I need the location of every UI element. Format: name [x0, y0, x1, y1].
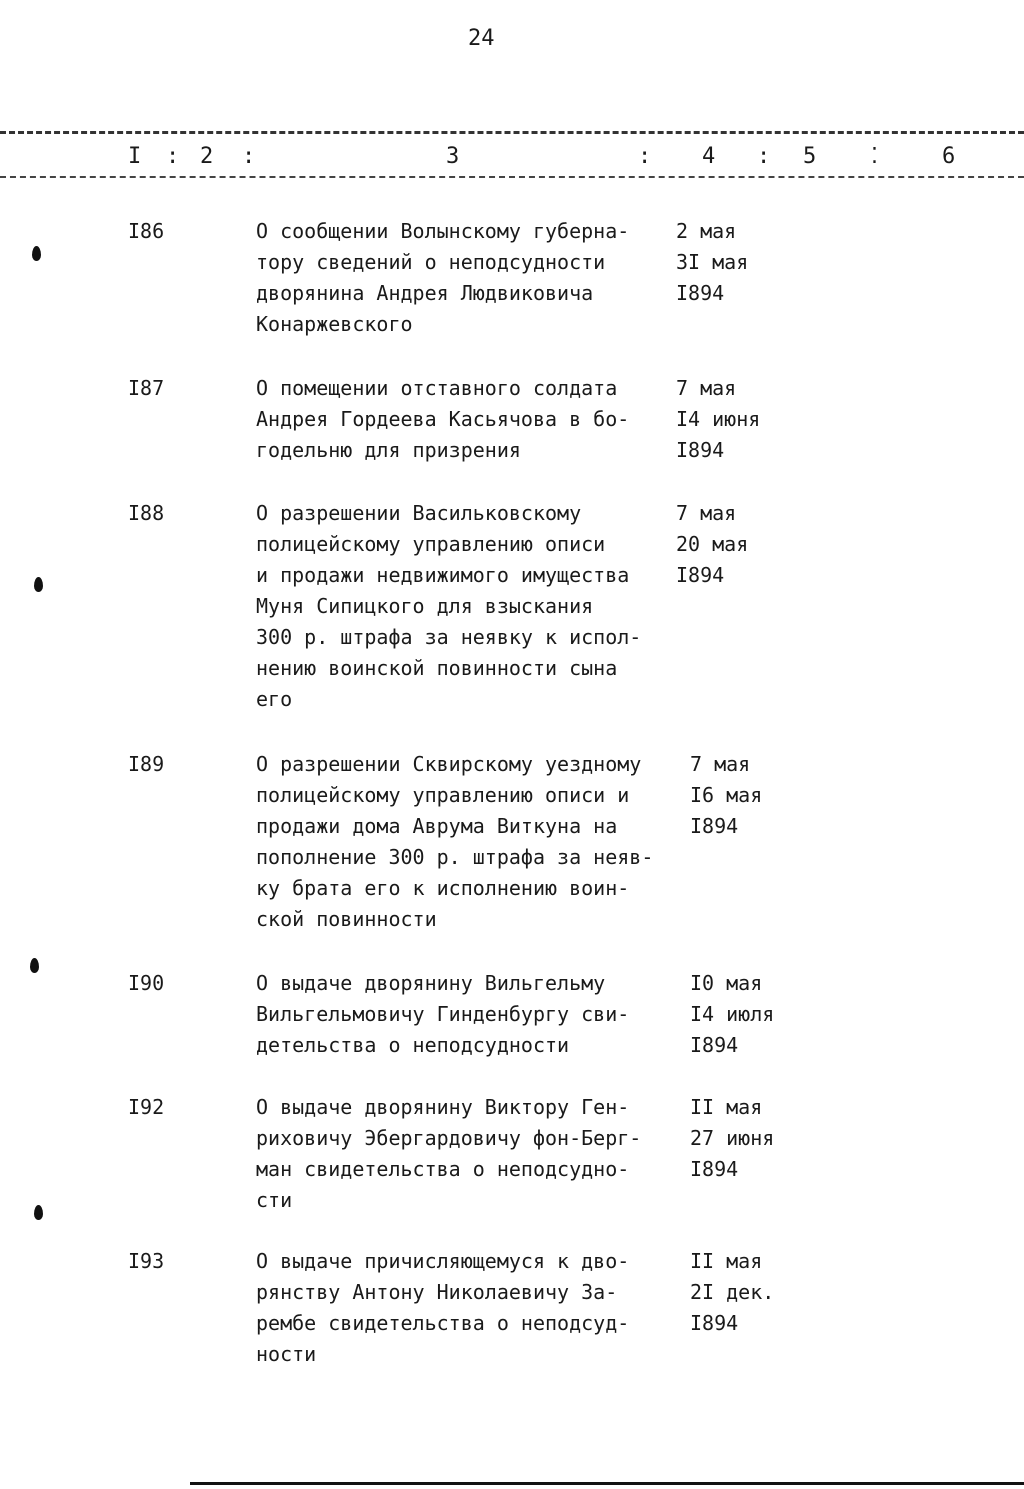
- binding-hole-mark: [30, 958, 39, 973]
- date-year: I894: [676, 281, 725, 305]
- header-top-rule: [0, 131, 1024, 134]
- col-header-4: 4: [702, 144, 716, 169]
- entry-number: I89: [128, 752, 165, 776]
- date-end: I4 июня: [676, 407, 761, 431]
- entry-dates: [690, 968, 774, 1061]
- description-line: нению воинской повинности сына: [256, 656, 618, 680]
- description-line: рембе свидетельства о неподсуд-: [256, 1311, 630, 1335]
- description-line: полицейскому управлению описи: [256, 532, 606, 556]
- description-line: О выдаче дворянину Вильгельму: [256, 971, 606, 995]
- date-end: I6 мая: [690, 783, 763, 807]
- description-line: риховичу Эбергардовичу фон-Берг-: [256, 1126, 642, 1150]
- description-line: О помещении отставного солдата: [256, 376, 618, 400]
- date-start: 7 мая: [676, 501, 737, 525]
- date-start: II мая: [690, 1095, 763, 1119]
- entry-description: [256, 968, 676, 1061]
- date-year: I894: [690, 1157, 739, 1181]
- entry-dates: [676, 373, 760, 466]
- date-year: I894: [676, 438, 725, 462]
- description-line: ской повинности: [256, 907, 437, 931]
- entry-number: I90: [128, 971, 165, 995]
- date-year: I894: [676, 563, 725, 587]
- date-end: 27 июня: [690, 1126, 775, 1150]
- col-header-sep: :: [757, 144, 771, 169]
- description-line: Андрея Гордеева Касьячова в бо-: [256, 407, 630, 431]
- date-end: 3I мая: [676, 250, 749, 274]
- description-line: Конаржевского: [256, 312, 413, 336]
- col-header-sep: :: [242, 144, 256, 169]
- date-end: I4 июля: [690, 1002, 775, 1026]
- description-line: О сообщении Волынскому губерна-: [256, 219, 630, 243]
- col-header-sep: :: [166, 144, 180, 169]
- entry-description: [256, 749, 676, 935]
- entry-description: [256, 1092, 676, 1216]
- col-header-sep: :: [638, 144, 652, 169]
- date-start: 2 мая: [676, 219, 737, 243]
- description-line: детельства о неподсудности: [256, 1033, 570, 1057]
- binding-hole-mark: [34, 577, 43, 592]
- description-line: полицейскому управлению описи и: [256, 783, 630, 807]
- entry-description: [256, 373, 676, 466]
- col-header-2: 2: [200, 144, 214, 169]
- date-end: 2I дек.: [690, 1280, 775, 1304]
- col-header-5: 5: [803, 144, 817, 169]
- entry-dates: [676, 216, 748, 309]
- col-header-sep: ⁚: [871, 144, 878, 169]
- binding-hole-mark: [32, 246, 41, 261]
- entry-number: I93: [128, 1249, 165, 1273]
- entry-dates: [676, 498, 748, 591]
- date-end: 20 мая: [676, 532, 749, 556]
- date-year: I894: [690, 814, 739, 838]
- entry-description: [256, 498, 676, 715]
- entry-description: [256, 1246, 676, 1370]
- description-line: О выдаче причисляющемуся к дво-: [256, 1249, 630, 1273]
- date-year: I894: [690, 1311, 739, 1335]
- date-start: 7 мая: [690, 752, 751, 776]
- description-line: ку брата его к исполнению воин-: [256, 876, 630, 900]
- date-start: 7 мая: [676, 376, 737, 400]
- description-line: рянству Антону Николаевичу За-: [256, 1280, 618, 1304]
- description-line: О разрешении Сквирскому уездному: [256, 752, 642, 776]
- entry-number: I86: [128, 219, 165, 243]
- description-line: ман свидетельства о неподсудно-: [256, 1157, 630, 1181]
- col-header-1: I: [128, 144, 142, 169]
- entry-number: I88: [128, 501, 165, 525]
- entry-number: I87: [128, 376, 165, 400]
- description-line: О выдаче дворянину Виктору Ген-: [256, 1095, 630, 1119]
- description-line: Вильгельмовичу Гинденбургу сви-: [256, 1002, 630, 1026]
- entry-dates: [690, 1092, 774, 1185]
- description-line: продажи дома Аврума Виткуна на: [256, 814, 618, 838]
- description-line: его: [256, 687, 293, 711]
- entry-description: [256, 216, 676, 340]
- description-line: Муня Сипицкого для взыскания: [256, 594, 594, 618]
- entry-dates: [690, 1246, 774, 1339]
- description-line: тору сведений о неподсудности: [256, 250, 606, 274]
- entry-dates: [690, 749, 762, 842]
- bottom-edge-rule: [190, 1482, 1024, 1485]
- col-header-6: 6: [942, 144, 956, 169]
- description-line: дворянина Андрея Людвиковича: [256, 281, 594, 305]
- col-header-3: 3: [446, 144, 460, 169]
- description-line: пополнение 300 р. штрафа за неяв-: [256, 845, 654, 869]
- binding-hole-mark: [34, 1205, 43, 1220]
- description-line: годельню для призрения: [256, 438, 521, 462]
- header-bottom-rule: [0, 176, 1024, 178]
- description-line: О разрешении Васильковскому: [256, 501, 582, 525]
- date-start: II мая: [690, 1249, 763, 1273]
- page-number: 24: [468, 26, 495, 51]
- description-line: сти: [256, 1188, 293, 1212]
- description-line: 300 р. штрафа за неявку к испол-: [256, 625, 642, 649]
- date-year: I894: [690, 1033, 739, 1057]
- description-line: и продажи недвижимого имущества: [256, 563, 630, 587]
- description-line: ности: [256, 1342, 317, 1366]
- entry-number: I92: [128, 1095, 165, 1119]
- date-start: I0 мая: [690, 971, 763, 995]
